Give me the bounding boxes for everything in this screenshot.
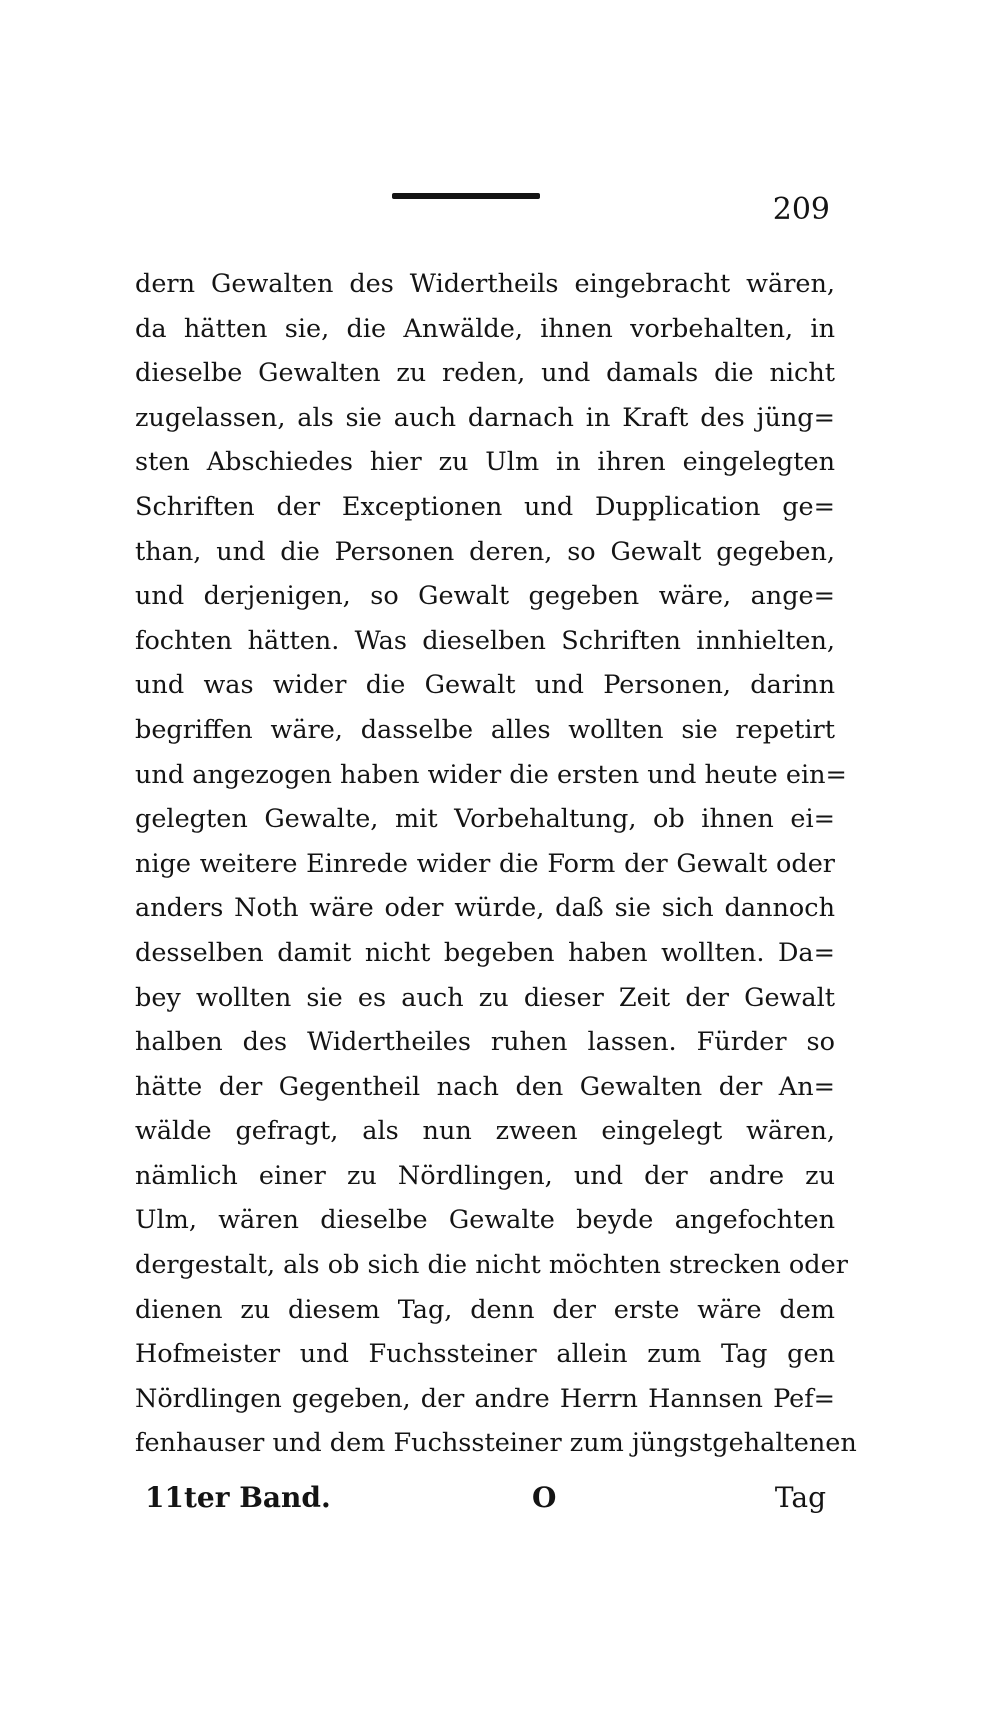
text-line: halben des Widertheiles ruhen lassen. Fürder so (135, 1027, 835, 1058)
text-line: dergestalt, als ob sich die nicht möchten strecken oder (135, 1250, 848, 1281)
text-line: da hätten sie, die Anwälde, ihnen vorbehalten, in (135, 313, 835, 344)
page-footer (0, 1478, 1000, 1518)
text-line: begriffen wäre, dasselbe alles wollten sie repetirt (135, 714, 835, 745)
text-line: sten Abschiedes hier zu Ulm in ihren eingelegten (135, 447, 835, 478)
page-number: 209 (772, 192, 830, 227)
text-line: Nördlingen gegeben, der andre Herrn Hannsen Pef= (135, 1383, 835, 1414)
text-line: und angezogen haben wider die ersten und heute ein= (135, 759, 847, 790)
text-line: dieselbe Gewalten zu reden, und damals die nicht (135, 358, 835, 389)
signature-mark: O (532, 1481, 557, 1514)
text-line: fochten hätten. Was dieselben Schriften innhielten, (135, 625, 835, 656)
text-line: Schriften der Exceptionen und Dupplication ge= (135, 491, 835, 522)
text-line: desselben damit nicht begeben haben wollten. Da= (135, 937, 835, 968)
text-line: und was wider die Gewalt und Personen, darinn (135, 670, 835, 701)
header-rule (392, 193, 540, 199)
text-line: Ulm, wären dieselbe Gewalte beyde angefochten (135, 1205, 835, 1236)
volume-label: 11ter Band. (145, 1481, 331, 1514)
text-line: anders Noth wäre oder würde, daß sie sich dannoch (135, 893, 835, 924)
text-line: zugelassen, als sie auch darnach in Kraft des jüng= (135, 402, 835, 433)
text-line: dern Gewalten des Widertheils eingebracht wären, (135, 269, 835, 299)
text-line: dienen zu diesem Tag, denn der erste wäre dem (135, 1294, 835, 1325)
text-line: Hofmeister und Fuchssteiner allein zum Tag gen (135, 1339, 835, 1370)
text-line: nige weitere Einrede wider die Form der Gewalt oder (135, 848, 835, 879)
text-line: fenhauser und dem Fuchssteiner zum jüngstgehaltenen (135, 1428, 857, 1459)
text-line: wälde gefragt, als nun zween eingelegt wären, (135, 1116, 835, 1147)
catchword: Tag (774, 1481, 826, 1514)
text-line: und derjenigen, so Gewalt gegeben wäre, ange= (135, 581, 835, 612)
text-line: than, und die Personen deren, so Gewalt gegeben, (135, 536, 835, 567)
text-line: bey wollten sie es auch zu dieser Zeit der Gewalt (135, 982, 835, 1013)
body-text (135, 262, 857, 1466)
text-line: nämlich einer zu Nördlingen, und der andre zu (135, 1160, 835, 1191)
text-line: hätte der Gegentheil nach den Gewalten der An= (135, 1071, 835, 1102)
text-line: gelegten Gewalte, mit Vorbehaltung, ob ihnen ei= (135, 804, 835, 835)
